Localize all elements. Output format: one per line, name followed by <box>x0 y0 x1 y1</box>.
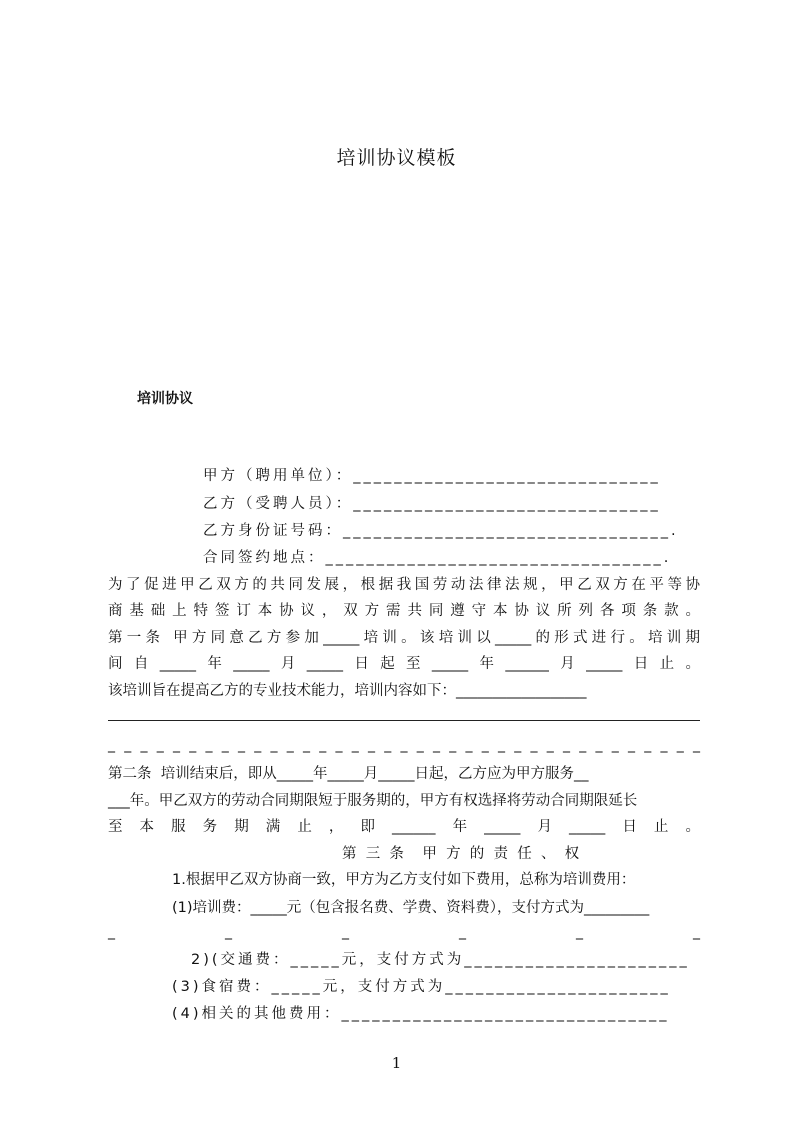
article-3-item-1-4: (4)相关的其他费用：________________________________ <box>172 1006 670 1022</box>
signing-location-line: 合同签约地点：_________________________________. <box>203 550 672 566</box>
page-title: 培训协议模板 <box>336 147 457 169</box>
blank-dashes-short: _ _ _ _ _ _ <box>108 924 700 940</box>
article-3-item-1: 1.根据甲乙双方协商一致，甲方为乙方支付如下费用，总称为培训费用： <box>172 872 636 888</box>
article-1-line-1: 第一条 甲方同意乙方参加_____培训。该培训以_____的形式进行。培训期 <box>108 630 700 646</box>
article-1-line-3: 该培训旨在提高乙方的专业技术能力，培训内容如下：__________________ <box>108 683 587 699</box>
party-a-line: 甲方（聘用单位）：______________________________ <box>203 468 661 484</box>
article-3-item-1-3: (3)食宿费：_____元，支付方式为______________________ <box>172 979 671 995</box>
article-3-heading: 第 三 条 甲 方 的 责 任 、 权 <box>342 846 580 862</box>
article-3-item-1-1: (1)培训费：_____元（包含报名费、学费、资料费），支付方式为_________ <box>172 900 650 916</box>
preamble-line-1: 为了促进甲乙双方的共同发展，根据我国劳动法律法规，甲乙双方在平等协 <box>108 577 700 593</box>
article-2-line-2: ___年。甲乙双方的劳动合同期限短于服务期的，甲方有权选择将劳动合同期限延长 <box>108 793 638 809</box>
article-2-line-3: 至本服务期满止，即______年_____月_____日止。 <box>108 819 700 835</box>
party-b-line: 乙方（受聘人员）：______________________________ <box>203 496 661 512</box>
article-3-item-1-2: 2)(交通费：_____元，支付方式为______________________ <box>191 952 690 968</box>
party-b-id-line: 乙方身份证号码：________________________________. <box>203 523 679 539</box>
article-1-line-2: 间自_____年_____月_____日起至_____年______月_____日止。 <box>108 656 700 672</box>
article-2-line-1: 第二条 培训结束后，即从_____年_____月_____日起，乙方应为甲方服务__ <box>108 766 589 782</box>
blank-rule <box>108 720 700 721</box>
preamble-line-2: 商基础上特签订本协议，双方需共同遵守本协议所列各项条款。 <box>108 603 700 619</box>
section-heading: 培训协议 <box>137 391 193 407</box>
blank-dashes: _ _ _ _ _ _ _ _ _ _ _ _ _ _ _ _ _ _ _ _ _ _ _ _ _ _ _ _ _ _ _ _ _ _ _ _ _ <box>108 737 700 753</box>
page-number: 1 <box>391 1054 402 1072</box>
